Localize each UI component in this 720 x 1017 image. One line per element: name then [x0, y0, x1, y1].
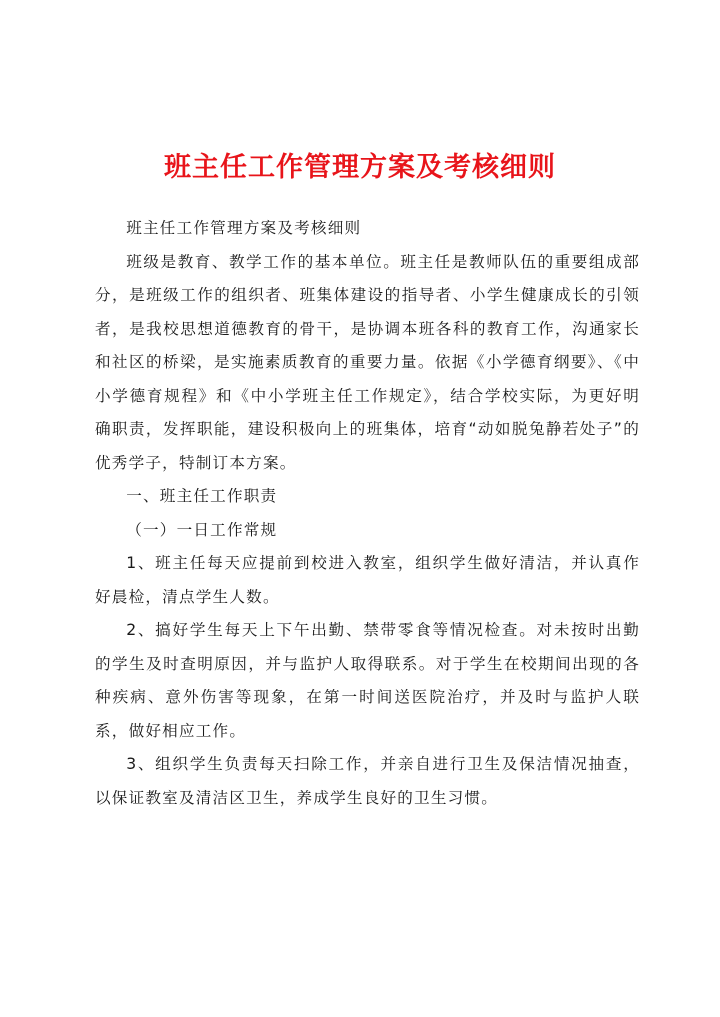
document-title: 班主任工作管理方案及考核细则	[164, 152, 556, 183]
list-item-2: 2、搞好学生每天上下午出勤、禁带零食等情况检查。对未按时出勤的学生及时查明原因，并与监护人取得联系。对于学生在校期间出现的各种疾病、意外伤害等现象，在第一时间送医院治疗，并及时与监护人联系，做好相应工作。	[95, 621, 640, 740]
list-item-1: 1、班主任每天应提前到校进入教室，组织学生做好清洁，并认真作好晨检，清点学生人数。	[95, 554, 640, 606]
subsection-heading-daily-routine: （一）一日工作常规	[126, 520, 278, 539]
section-heading-duties: 一、班主任工作职责	[126, 487, 278, 505]
body-paragraph-subtitle: 班主任工作管理方案及考核细则	[126, 219, 362, 237]
body-paragraph-intro: 班级是教育、教学工作的基本单位。班主任是教师队伍的重要组成部分，是班级工作的组织者、班集体建设的指导者、小学生健康成长的引领者，是我校思想道德教育的骨干，是协调本班各科的教育工作，沟通家长和社区的桥梁，是实施素质教育的重要力量。依据《小学德育纲要》、《中小学德育规程》和《中小学班主任工作规定》，结合学校实际，为更好明确职责，发挥职能，建设积极向上的班集体，培育“动如脱兔静若处子”的优秀学子，特制订本方案。	[95, 252, 640, 472]
list-item-3: 3、组织学生负责每天扫除工作，并亲自进行卫生及保洁情况抽查，以保证教室及清洁区卫生，养成学生良好的卫生习惯。	[95, 755, 640, 807]
document-body	[95, 212, 640, 815]
